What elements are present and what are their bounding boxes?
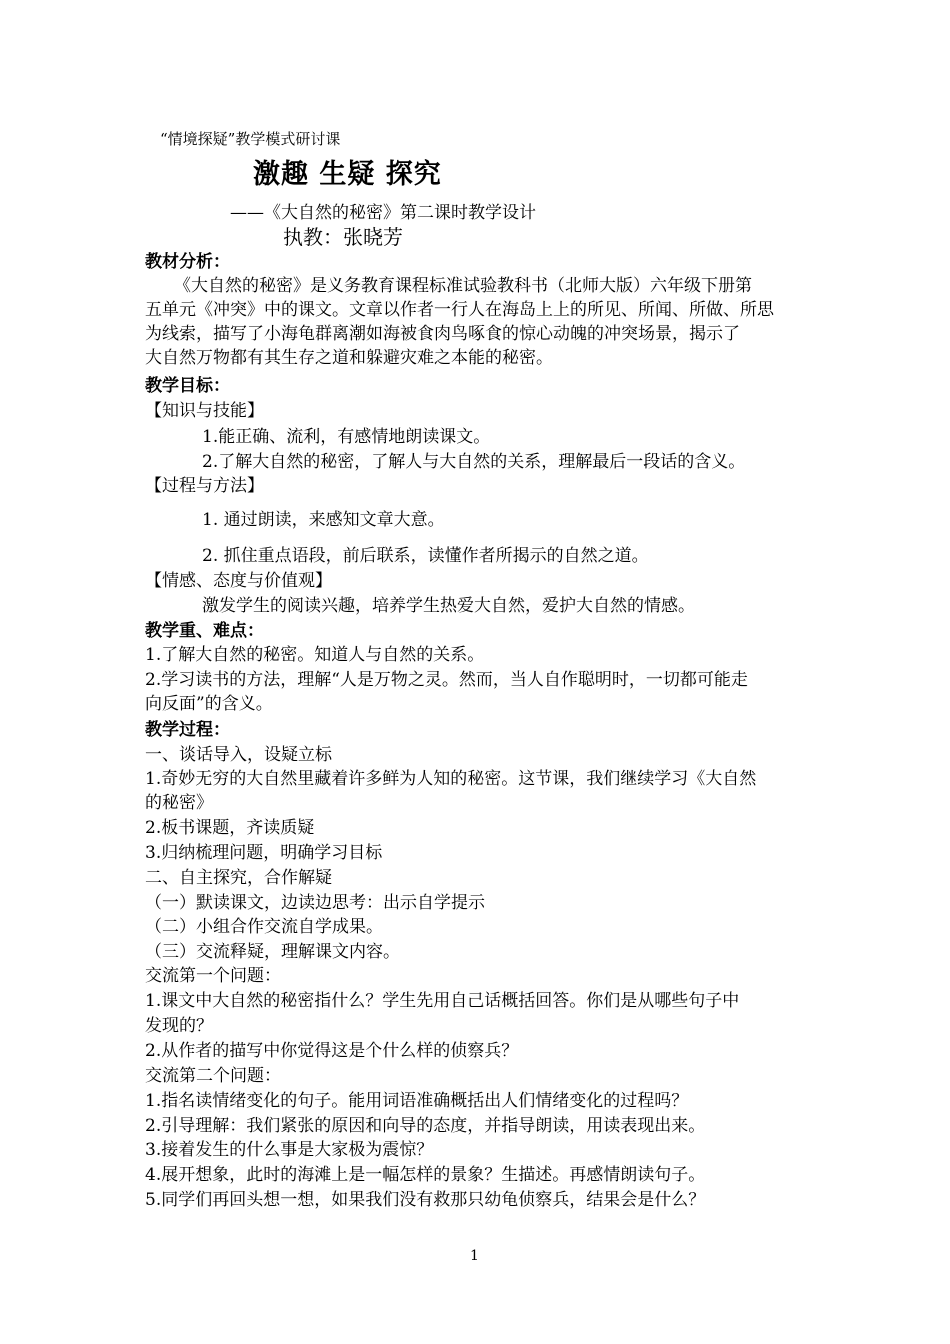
process-heading: 教学过程： <box>145 720 230 740</box>
process-line: 2.引导理解：我们紧张的原因和向导的态度，并指导朗读，用读表现出来。 <box>145 1116 706 1136</box>
knowledge-heading: 【知识与技能】 <box>145 401 264 421</box>
emotion-text: 激发学生的阅读兴趣，培养学生热爱大自然，爱护大自然的情感。 <box>202 596 695 616</box>
process-method-item: 2. 抓住重点语段，前后联系，读懂作者所揭示的自然之道。 <box>202 546 649 566</box>
analysis-line: 大自然万物都有其生存之道和躲避灾难之本能的秘密。 <box>145 348 553 368</box>
analysis-heading: 教材分析： <box>145 252 230 272</box>
knowledge-item: 2.了解大自然的秘密，了解人与大自然的关系，理解最后一段话的含义。 <box>202 452 746 472</box>
process-line: （三）交流释疑，理解课文内容。 <box>145 942 400 962</box>
analysis-line: 为线索，描写了小海龟群离潮如海被食肉鸟啄食的惊心动魄的冲突场景，揭示了 <box>145 324 740 344</box>
keypoint-line: 2.学习读书的方法，理解“人是万物之灵。然而，当人自作聪明时，一切都可能走 <box>145 670 748 690</box>
process-line: 发现的？ <box>145 1016 213 1036</box>
keypoint-line: 向反面”的含义。 <box>145 694 273 714</box>
process-line: 1.课文中大自然的秘密指什么？学生先用自己话概括回答。你们是从哪些句子中 <box>145 991 740 1011</box>
keypoint-line: 1.了解大自然的秘密。知道人与自然的关系。 <box>145 645 485 665</box>
goals-heading: 教学目标： <box>145 376 230 396</box>
process-method-heading: 【过程与方法】 <box>145 476 264 496</box>
page-number: 1 <box>470 1248 479 1264</box>
process-line: 3.归纳梳理问题，明确学习目标 <box>145 843 383 863</box>
process-line: （二）小组合作交流自学成果。 <box>145 917 383 937</box>
keypoints-heading: 教学重、难点： <box>145 621 264 641</box>
emotion-heading: 【情感、态度与价值观】 <box>145 571 332 591</box>
process-line: 的秘密》 <box>145 793 213 813</box>
process-method-item: 1. 通过朗读，来感知文章大意。 <box>202 510 445 530</box>
series-label: “情境探疑”教学模式研讨课 <box>160 130 341 148</box>
page-title: 激趣 生疑 探究 <box>253 159 442 190</box>
process-line: 2.板书课题，齐读质疑 <box>145 818 315 838</box>
process-line: 一、谈话导入，设疑立标 <box>145 745 332 765</box>
process-line: 1.指名读情绪变化的句子。能用词语准确概括出人们情绪变化的过程吗？ <box>145 1091 689 1111</box>
process-line: 3.接着发生的什么事是大家极为震惊？ <box>145 1140 434 1160</box>
process-line: 二、自主探究，合作解疑 <box>145 868 332 888</box>
process-line: 1.奇妙无穷的大自然里藏着许多鲜为人知的秘密。这节课，我们继续学习《大自然 <box>145 769 757 789</box>
page-subtitle: ——《大自然的秘密》第二课时教学设计 <box>230 203 536 223</box>
author-line: 执教：张晓芳 <box>283 225 403 249</box>
process-line: 交流第一个问题： <box>145 966 281 986</box>
knowledge-item: 1.能正确、流利，有感情地朗读课文。 <box>202 427 491 447</box>
analysis-line: 五单元《冲突》中的课文。文章以作者一行人在海岛上上的所见、所闻、所做、所思 <box>145 300 774 320</box>
process-line: 5.同学们再回头想一想，如果我们没有救那只幼龟侦察兵，结果会是什么？ <box>145 1190 706 1210</box>
process-line: 2.从作者的描写中你觉得这是个什么样的侦察兵？ <box>145 1041 519 1061</box>
process-line: 交流第二个问题： <box>145 1066 281 1086</box>
process-line: （一）默读课文，边读边思考：出示自学提示 <box>145 893 485 913</box>
process-line: 4.展开想象，此时的海滩上是一幅怎样的景象？生描述。再感情朗读句子。 <box>145 1165 706 1185</box>
analysis-line: 《大自然的秘密》是义务教育课程标准试验教科书（北师大版）六年级下册第 <box>174 276 752 296</box>
